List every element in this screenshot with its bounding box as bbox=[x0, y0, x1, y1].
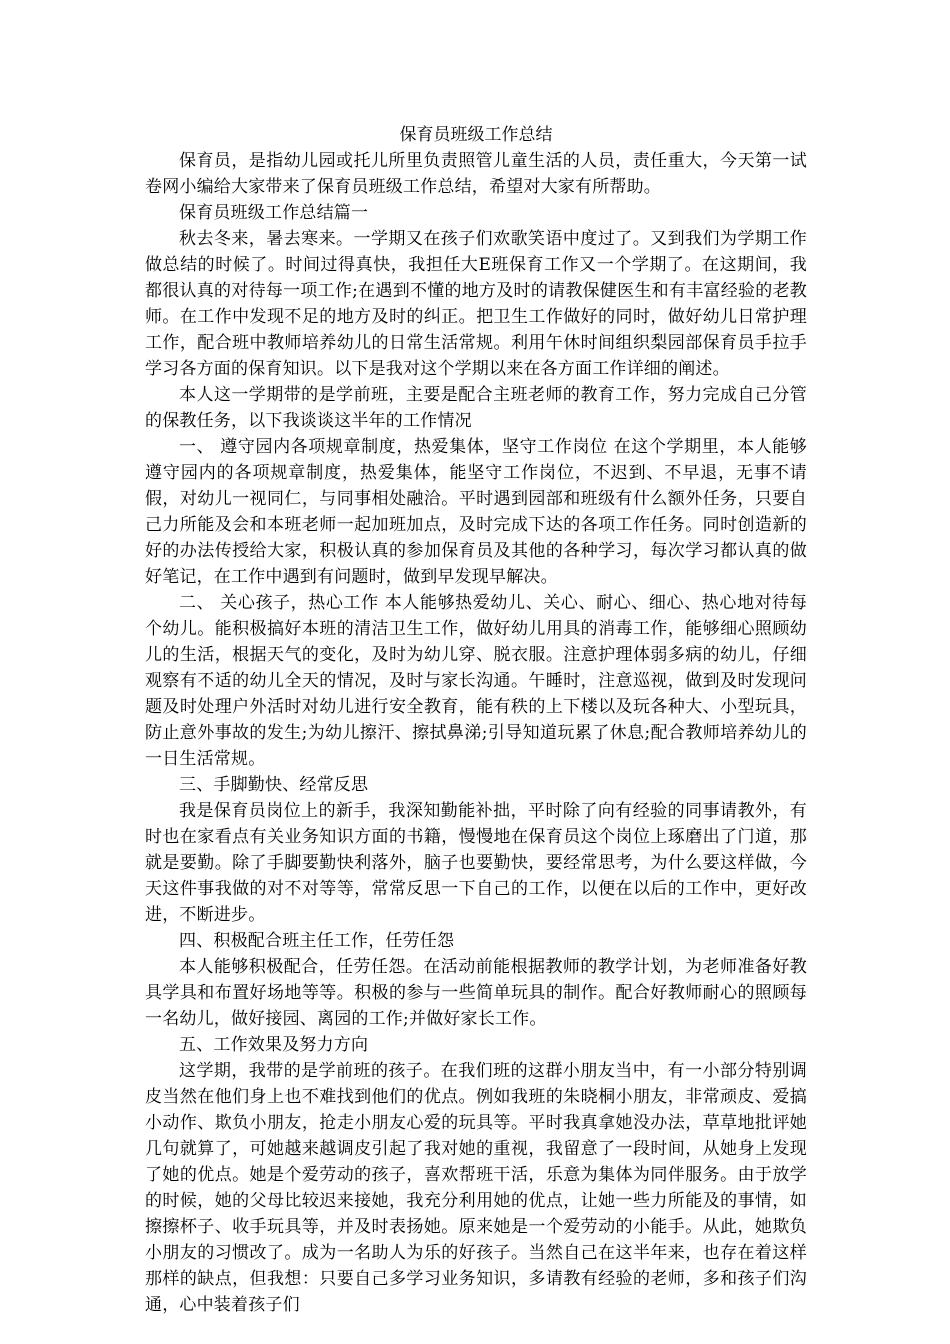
paragraph-body: 一、 遵守园内各项规章制度，热爱集体，坚守工作岗位 在这个学期里，本人能够遵守园内的各项规章制度，热爱集体，能坚守工作岗位，不迟到、不早退，无事不请假，对幼儿一视同仁，与同事相处融洽。平时遇到园部和班级有什么额外任务，只要自己力所能及会和本班老师一起加班加点，及时完成下达的各项工作任务。同时创造新的好的办法传授给大家，积极认真的参加保育员及其他的各种学习，每次学习都认真的做好笔记，在工作中遇到有问题时，做到早发现早解决。 bbox=[145, 437, 807, 587]
paragraph-body: 这学期，我带的是学前班的孩子。在我们班的这群小朋友当中，有一小部分特别调皮当然在他们身上也不难找到他们的优点。例如我班的朱晓桐小朋友，非常顽皮、爱搞小动作、欺负小朋友，抢走小朋友心爱的玩具等。平时我真拿她没办法，草草地批评她几句就算了，可她越来越调皮引起了我对她的重视，我留意了一段时间，从她身上发现了她的优点。她是个爱劳动的孩子，喜欢帮班干活，乐意为集体为同伴服务。由于放学的时候，她的父母比较迟来接她，我充分利用她的优点，让她一些力所能及的事情，如擦擦杯子、收手玩具等，并及时表扬她。原来她是一个爱劳动的小能手。从此，她欺负小朋友的习惯改了。成为一名助人为乐的好孩子。当然自己在这半年来，也存在着这样那样的缺点，但我想：只要自己多学习业务知识，多请教有经验的老师，多和孩子们沟通，心中装着孩子们 bbox=[145, 1061, 807, 1315]
paragraph-section-heading: 保育员班级工作总结篇一 bbox=[179, 203, 369, 223]
document-title: 保育员班级工作总结 bbox=[399, 125, 553, 145]
paragraph-subheading: 五、工作效果及努力方向 bbox=[179, 1035, 369, 1055]
paragraph-body: 我是保育员岗位上的新手，我深知勤能补拙，平时除了向有经验的同事请教外，有时也在家看点有关业务知识方面的书籍，慢慢地在保育员这个岗位上琢磨出了门道，那就是要勤。除了手脚要勤快利落外，脑子也要勤快，要经常思考，为什么要这样做，今天这件事我做的对不对等等，常常反思一下自己的工作，以便在以后的工作中，更好改进，不断进步。 bbox=[145, 801, 807, 925]
paragraph-subheading: 三、手脚勤快、经常反思 bbox=[179, 775, 369, 795]
paragraph-subheading: 四、积极配合班主任工作，任劳任怨 bbox=[179, 931, 455, 951]
paragraph-intro: 保育员，是指幼儿园或托儿所里负责照管儿童生活的人员，责任重大，今天第一试卷网小编给大家带来了保育员班级工作总结，希望对大家有所帮助。 bbox=[145, 151, 807, 197]
document-body bbox=[145, 122, 807, 1318]
paragraph-body: 秋去冬来，暑去寒来。一学期又在孩子们欢歌笑语中度过了。又到我们为学期工作做总结的时候了。时间过得真快，我担任大E班保育工作又一个学期了。在这期间，我都很认真的对待每一项工作;在遇到不懂的地方及时的请教保健医生和有丰富经验的老教师。在工作中发现不足的地方及时的纠正。把卫生工作做好的同时，做好幼儿日常护理工作，配合班中教师培养幼儿的日常生活常规。利用午休时间组织梨园部保育员手拉手学习各方面的保育知识。以下是我对这个学期以来在各方面工作详细的阐述。 bbox=[145, 229, 807, 379]
paragraph-body: 本人能够积极配合，任劳任怨。在活动前能根据教师的教学计划，为老师准备好教具学具和布置好场地等等。积极的参与一些简单玩具的制作。配合好教师耐心的照顾每一名幼儿，做好接园、离园的工作;并做好家长工作。 bbox=[145, 957, 807, 1029]
paragraph-body: 本人这一学期带的是学前班，主要是配合主班老师的教育工作，努力完成自己分管的保教任务，以下我谈谈这半年的工作情况 bbox=[145, 385, 807, 431]
paragraph-body: 二、 关心孩子，热心工作 本人能够热爱幼儿、关心、耐心、细心、热心地对待每个幼儿。能积极搞好本班的清洁卫生工作，做好幼儿用具的消毒工作，能够细心照顾幼儿的生活，根据天气的变化，及时为幼儿穿、脱衣服。注意护理体弱多病的幼儿，仔细观察有不适的幼儿全天的情况，及时与家长沟通。午睡时，注意巡视，做到及时发现问题及时处理户外活时对幼儿进行安全教育，能有秩的上下楼以及玩各种大、小型玩具，防止意外事故的发生;为幼儿擦汗、擦拭鼻涕;引导知道玩累了休息;配合教师培养幼儿的一日生活常规。 bbox=[145, 593, 807, 769]
